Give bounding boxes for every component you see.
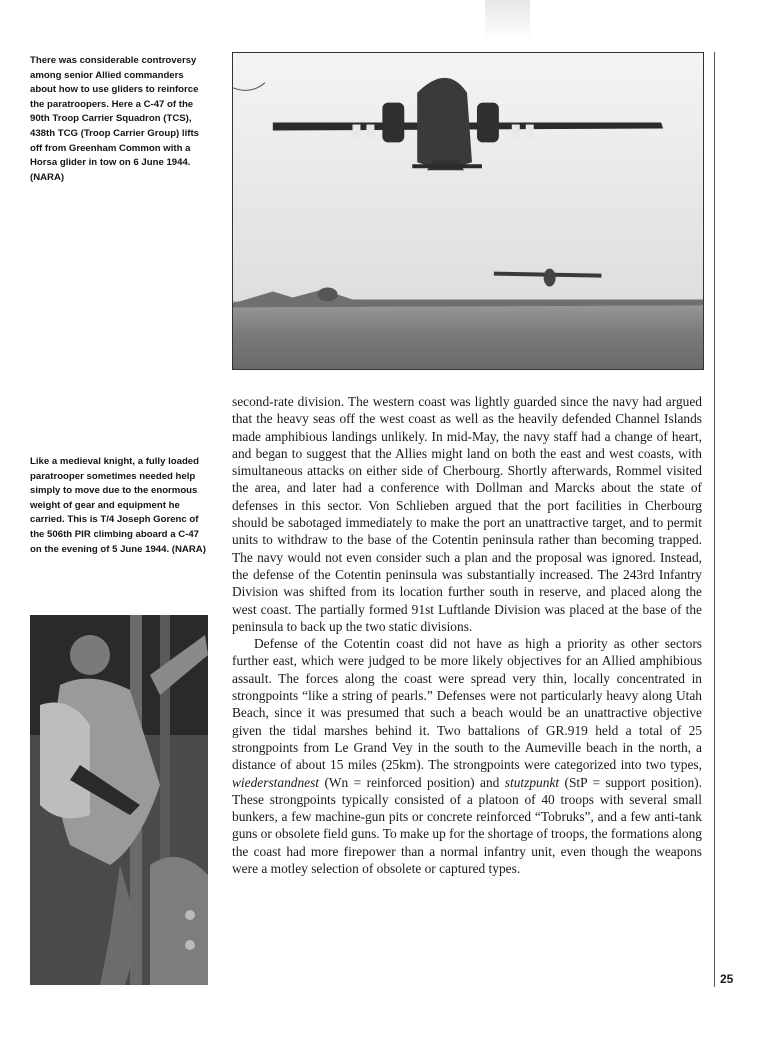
photo-paratrooper-boarding: [30, 615, 208, 985]
photo-caption-paratrooper: Like a medieval knight, a fully loaded paratrooper sometimes needed help simply to move due to the enormous weight of gear and equipment he carried. This is T/4 Joseph Gorenc of the 506th PIR climbing aboard a C-47 on the evening of 5 June 1944. (NARA): [30, 456, 206, 555]
para2-part-b: (Wn = reinforced position) and: [319, 774, 505, 790]
page-number: 25: [720, 972, 734, 986]
aircraft-photo-illustration: [233, 53, 703, 369]
paratrooper-photo-illustration: [30, 615, 208, 985]
scan-smudge: [485, 0, 530, 40]
body-paragraph-2: [232, 635, 702, 877]
term-stutzpunkt: stutzpunkt: [504, 774, 560, 790]
right-margin-rule: [714, 52, 715, 987]
body-paragraph-1: second-rate division. The western coast was lightly guarded since the navy had argued that the heavy seas off the west coast as well as the heavily defended Channel Islands made amphibious landings unlikely. In mid-May, the navy staff had a change of heart, and began to suggest that the Allies might land on both the east and west coasts, with simultaneous attacks on either side of Cherbourg. Shortly afterwards, Rommel visited the area, and later had a conference with Dollman and Marcks about the state of defenses in this sector. Von Schlieben argued that the port facilities in Cherbourg should be sabotaged immediately to make the port an unattractive target, and to permit units to withdraw to the base of the Cotentin peninsula rather than becoming trapped. The navy would not even consider such a plan and the proposal was ignored. Instead, the defense of the Cotentin peninsula was substantially increased. The 243rd Infantry Division was shifted from its location further south in reserve, and placed along the west coast. The partially formed 91st Luftlande Division was placed at the base of the peninsula to back up the two static divisions.: [232, 394, 702, 634]
term-wiederstandnest: wiederstandnest: [232, 774, 320, 790]
para2-part-a: Defense of the Cotentin coast did not have as high a priority as other sectors further east, which were judged to be more likely objectives for an Allied amphibious assault. The forces along the coast were spread very thin, locally concentrated in strongpoints “like a string of pearls.” Defenses were not particularly heavy along Utah Beach, since it was presumed that such a beach would be an unattractive objective given the tidal marshes behind it. Two battalions of GR.919 held a total of 25 strongpoints from Le Grand Vey in the south to the Aumeville beach in the north, a distance of about 15 miles (25km). The strongpoints were categorized into two types,: [232, 636, 702, 773]
body-text: [232, 393, 702, 877]
para2-part-c: (StP = support position). These strongpoints typically consisted of a platoon of 40 troops with several small bunkers, a few machine-gun pits or concrete reinforced “Tobruks”, and a few anti-tank guns or obsolete field guns. To make up for the shortage of troops, the formations along the coast had more firepower than a normal infantry unit, even though the weapons were a motley selection of obsolete or captured types.: [232, 774, 702, 877]
photo-c47-horsa-glider: [232, 52, 704, 370]
photo-caption-aircraft: There was considerable controversy among senior Allied commanders about how to use gliders to reinforce the paratroopers. Here a C-47 of the 90th Troop Carrier Squadron (TCS), 438th TCG (Troop Carrier Group) lifts off from Greenham Common with a Horsa glider in tow on 6 June 1944. (NARA): [30, 55, 199, 183]
